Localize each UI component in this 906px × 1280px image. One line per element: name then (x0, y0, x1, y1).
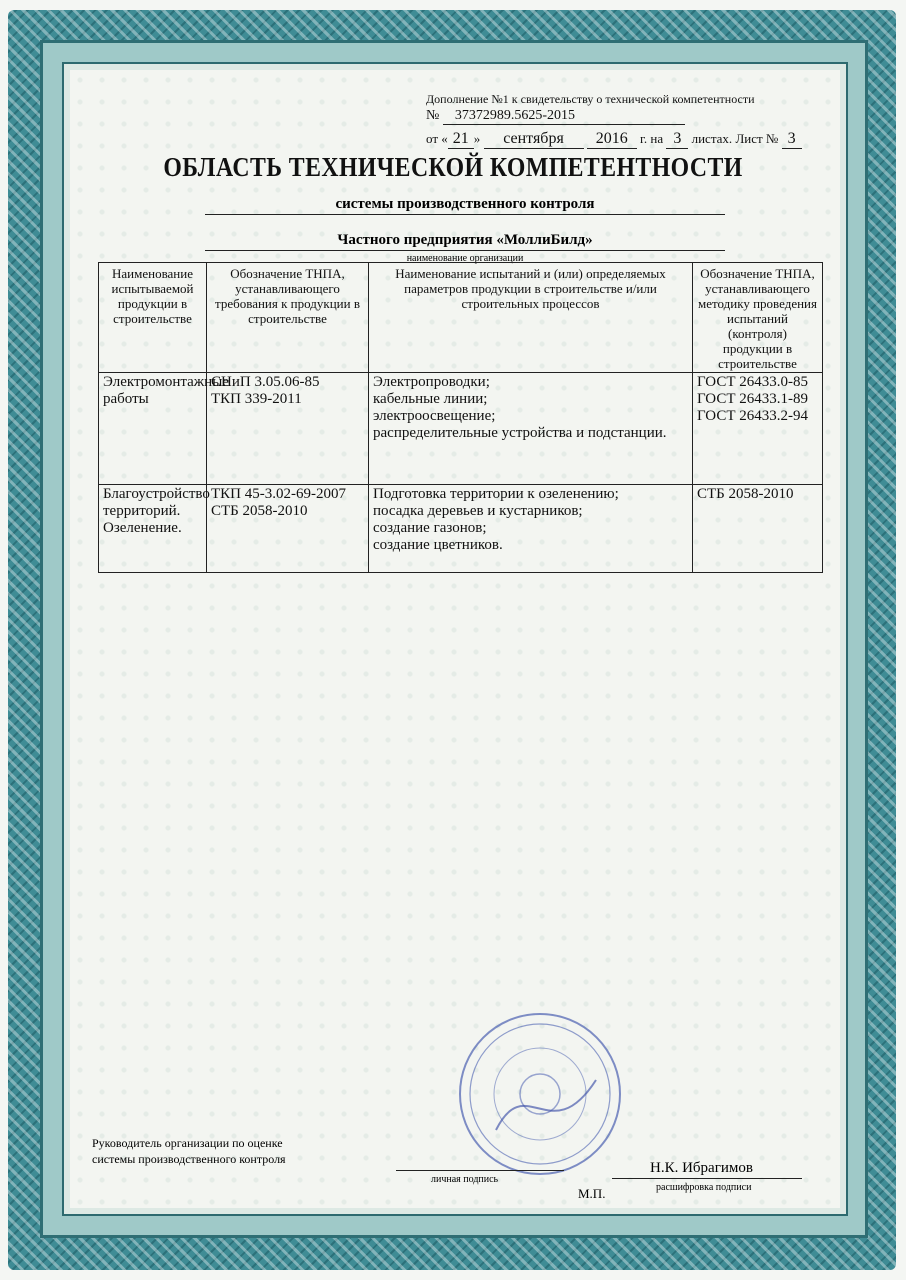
signer-title-line2: системы производственного контроля (92, 1152, 286, 1166)
date-prefix: от (426, 131, 439, 146)
quote-open: « (441, 131, 448, 146)
method-item: ГОСТ 26433.0-85 (697, 374, 808, 390)
year-suffix: г. на (640, 131, 664, 146)
header-tests: Наименование испытаний и (или) определяемых параметров продукции в строительстве и/или строительных процессов (369, 263, 693, 373)
method-item: СТБ 2058-2010 (697, 486, 794, 502)
test-item: посадка деревьев и кустарников; (373, 503, 583, 519)
organization-name: Частного предприятия «МоллиБилд» (205, 232, 725, 251)
sheets-total: 3 (666, 130, 688, 149)
signer-title-line1: Руководитель организации по оценке (92, 1136, 283, 1150)
sheet-number: 3 (782, 130, 802, 149)
stamp-mark: М.П. (578, 1186, 606, 1201)
header-tnpa: Обозначение ТНПА, устанавливающего требования к продукции в строительстве (207, 263, 369, 373)
row-product: Благоустройство территорий. Озеленение. (99, 485, 207, 573)
sheets-word: листах. (691, 131, 733, 146)
signature-caption: личная подпись (431, 1174, 499, 1185)
row-methods (693, 373, 823, 485)
date-month: сентября (484, 130, 584, 149)
date-day: 21 (448, 130, 474, 149)
certificate-number-line (426, 108, 685, 125)
row-product: Электромонтажные работы (99, 373, 207, 485)
test-item: электроосвещение; (373, 408, 496, 424)
number-prefix: № (426, 108, 440, 123)
tnpa-item: ТКП 339-2011 (211, 391, 302, 407)
test-item: Электропроводки; (373, 374, 490, 390)
table-row (99, 485, 823, 573)
name-line (612, 1178, 802, 1179)
certificate-number: 37372989.5625-2015 (443, 108, 685, 125)
organization-caption: наименование организации (406, 253, 524, 264)
row-tests (369, 373, 693, 485)
document-subtitle: системы производственного контроля (205, 196, 725, 215)
test-item: распределительные устройства и подстанции. (373, 425, 667, 441)
competence-table (98, 262, 823, 573)
name-caption: расшифровка подписи (656, 1182, 752, 1193)
signature-line (396, 1170, 564, 1171)
quote-close: » (473, 131, 481, 146)
header-product: Наименование испытываемой продукции в строительстве (99, 263, 207, 373)
row-tnpa (207, 373, 369, 485)
test-item: Подготовка территории к озеленению; (373, 486, 619, 502)
test-item: создание газонов; (373, 520, 487, 536)
table-row (99, 373, 823, 485)
row-tests (369, 485, 693, 573)
sheet-label: Лист № (735, 131, 779, 146)
method-item: ГОСТ 26433.2-94 (697, 408, 808, 424)
tnpa-item: СТБ 2058-2010 (211, 503, 308, 519)
document-title: ОБЛАСТЬ ТЕХНИЧЕСКОЙ КОМПЕТЕНТНОСТИ (163, 152, 743, 182)
official-seal-stamp (456, 1010, 624, 1178)
signer-name: Н.К. Ибрагимов (650, 1160, 753, 1176)
date-year: 2016 (587, 130, 637, 149)
test-item: кабельные линии; (373, 391, 488, 407)
header-methods: Обозначение ТНПА, устанавливающего методику проведения испытаний (контроля) продукции в строительстве (693, 263, 823, 373)
supplement-line: Дополнение №1 к свидетельству о технической компетентности (426, 92, 755, 106)
method-item: ГОСТ 26433.1-89 (697, 391, 808, 407)
date-line (426, 130, 802, 149)
test-item: создание цветников. (373, 537, 503, 553)
tnpa-item: ТКП 45-3.02-69-2007 (211, 486, 346, 502)
row-tnpa (207, 485, 369, 573)
row-methods (693, 485, 823, 573)
tnpa-item: СНиП 3.05.06-85 (211, 374, 320, 390)
